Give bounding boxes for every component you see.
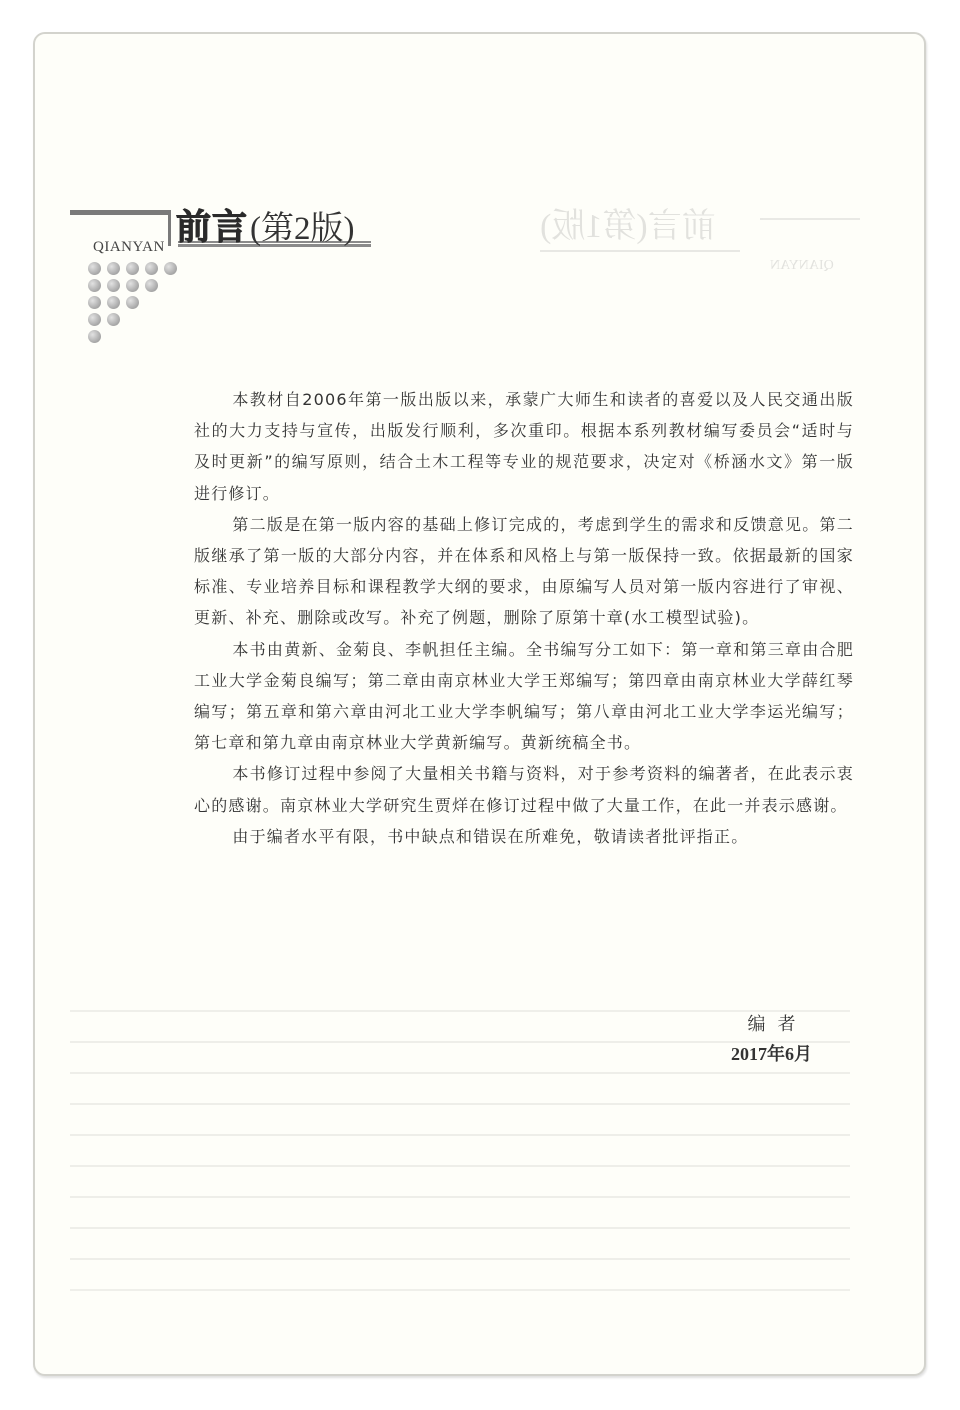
title-pinyin: QIANYAN (93, 239, 165, 255)
preface-body (194, 384, 854, 852)
signature-author: 编者 (747, 1014, 808, 1035)
header-rule-left (70, 210, 170, 215)
ghost-subtitle: QIANYAN (770, 258, 834, 273)
signature-date: 2017年6月 (731, 1044, 812, 1064)
ghost-rule (760, 218, 860, 220)
paragraph: 由于编者水平有限，书中缺点和错误在所难免，敬请读者批评指正。 (232, 826, 749, 846)
title-main: 前言 (176, 208, 249, 248)
header-rule-vertical (168, 210, 171, 246)
bleed-through-header (540, 198, 860, 348)
ghost-title: 前言(第1版) (540, 208, 716, 245)
paragraph: 本书由黄新、金菊良、李帆担任主编。全书编写分工如下：第一章和第三章由合肥工业大学金菊良编写；第二章由南京林业大学王郑编写；第四章由南京林业大学薛红琴编写；第五章和第六章由河北工业大学李帆编写；第八章由河北工业大学李运光编写；第七章和第九章由南京林业大学黄新编写。黄新统稿全书。 (194, 639, 854, 753)
title-edition: (第2版) (250, 211, 355, 247)
ghost-rule (540, 250, 740, 252)
signature-block (731, 1010, 812, 1066)
paragraph: 第二版是在第一版内容的基础上修订完成的，考虑到学生的需求和反馈意见。第二版继承了第一版的大部分内容，并在体系和风格上与第一版保持一致。依据最新的国家标准、专业培养目标和课程教学大纲的要求，由原编写人员对第一版内容进行了审视、更新、补充、删除或改写。补充了例题，删除了原第十章(水工模型试验)。 (194, 514, 854, 628)
paragraph: 本书修订过程中参阅了大量相关书籍与资料，对于参考资料的编著者，在此表示衷心的感谢。南京林业大学研究生贾烊在修订过程中做了大量工作，在此一并表示感谢。 (194, 764, 854, 815)
paragraph: 本教材自2006年第一版出版以来，承蒙广大师生和读者的喜爱以及人民交通出版社的大力支持与宣传，出版发行顺利，多次重印。根据本系列教材编写委员会“适时与及时更新”的编写原则，结合土木工程等专业的规范要求，决定对《桥涵水文》第一版进行修订。 (194, 390, 854, 503)
page-title (176, 200, 355, 250)
